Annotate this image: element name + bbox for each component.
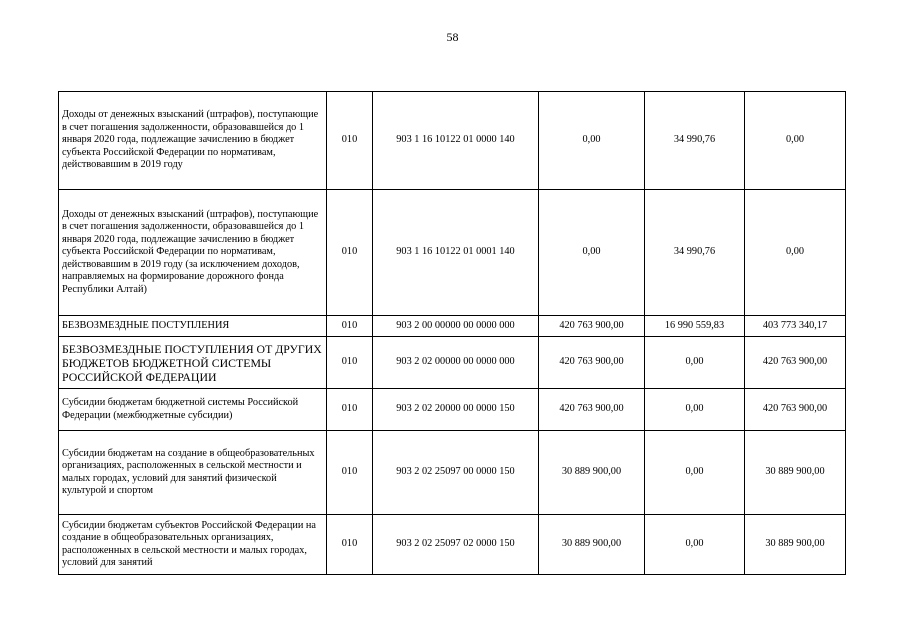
row-value-3: 30 889 900,00 — [745, 431, 846, 515]
row-code: 010 — [327, 190, 373, 316]
row-value-3: 403 773 340,17 — [745, 316, 846, 337]
row-code: 010 — [327, 389, 373, 431]
row-code: 010 — [327, 92, 373, 190]
row-value-2: 34 990,76 — [645, 190, 745, 316]
row-name: Субсидии бюджетам на создание в общеобразовательных организациях, расположенных в сельской местности и малых городах, условий для занятий физической культурой и спортом — [59, 431, 327, 515]
row-value-1: 30 889 900,00 — [539, 515, 645, 575]
row-code: 010 — [327, 316, 373, 337]
row-value-2: 0,00 — [645, 515, 745, 575]
row-kbk: 903 2 02 00000 00 0000 000 — [373, 337, 539, 389]
row-value-1: 0,00 — [539, 92, 645, 190]
row-value-2: 0,00 — [645, 389, 745, 431]
row-kbk: 903 2 02 20000 00 0000 150 — [373, 389, 539, 431]
table-row — [59, 431, 846, 515]
row-kbk: 903 2 02 25097 02 0000 150 — [373, 515, 539, 575]
table-row — [59, 389, 846, 431]
table-row — [59, 316, 846, 337]
row-kbk: 903 2 02 25097 00 0000 150 — [373, 431, 539, 515]
row-code: 010 — [327, 515, 373, 575]
table-row — [59, 515, 846, 575]
page-number: 58 — [446, 30, 459, 44]
row-name: БЕЗВОЗМЕЗДНЫЕ ПОСТУПЛЕНИЯ ОТ ДРУГИХ БЮДЖЕТОВ БЮДЖЕТНОЙ СИСТЕМЫ РОССИЙСКОЙ ФЕДЕРАЦИИ — [59, 337, 327, 389]
row-value-1: 0,00 — [539, 190, 645, 316]
row-value-3: 0,00 — [745, 190, 846, 316]
row-code: 010 — [327, 337, 373, 389]
row-name: Субсидии бюджетам бюджетной системы Российской Федерации (межбюджетные субсидии) — [59, 389, 327, 431]
row-code: 010 — [327, 431, 373, 515]
row-name: Доходы от денежных взысканий (штрафов), поступающие в счет погашения задолженности, образовавшейся до 1 января 2020 года, подлежащие зачислению в бюджет субъекта Российской Федерации по нормативам, действовавшим в 2019 году (за исключением доходов, направляемых на формирование дорожного фонда Республики Алтай) — [59, 190, 327, 316]
row-kbk: 903 1 16 10122 01 0001 140 — [373, 190, 539, 316]
row-value-2: 0,00 — [645, 431, 745, 515]
row-value-1: 30 889 900,00 — [539, 431, 645, 515]
row-value-3: 0,00 — [745, 92, 846, 190]
row-name: БЕЗВОЗМЕЗДНЫЕ ПОСТУПЛЕНИЯ — [59, 316, 327, 337]
row-value-2: 0,00 — [645, 337, 745, 389]
row-value-1: 420 763 900,00 — [539, 337, 645, 389]
row-kbk: 903 1 16 10122 01 0000 140 — [373, 92, 539, 190]
row-name: Субсидии бюджетам субъектов Российской Федерации на создание в общеобразовательных организациях, расположенных в сельской местности и малых городах, условий для занятий — [59, 515, 327, 575]
row-value-1: 420 763 900,00 — [539, 316, 645, 337]
row-kbk: 903 2 00 00000 00 0000 000 — [373, 316, 539, 337]
row-value-3: 30 889 900,00 — [745, 515, 846, 575]
row-name: Доходы от денежных взысканий (штрафов), поступающие в счет погашения задолженности, образовавшейся до 1 января 2020 года, подлежащие зачислению в бюджет субъекта Российской Федерации по нормативам, действовавшим в 2019 году — [59, 92, 327, 190]
table-row — [59, 337, 846, 389]
table-row — [59, 190, 846, 316]
budget-table — [58, 91, 846, 575]
row-value-2: 16 990 559,83 — [645, 316, 745, 337]
row-value-3: 420 763 900,00 — [745, 389, 846, 431]
row-value-3: 420 763 900,00 — [745, 337, 846, 389]
row-value-2: 34 990,76 — [645, 92, 745, 190]
table-row — [59, 92, 846, 190]
row-value-1: 420 763 900,00 — [539, 389, 645, 431]
